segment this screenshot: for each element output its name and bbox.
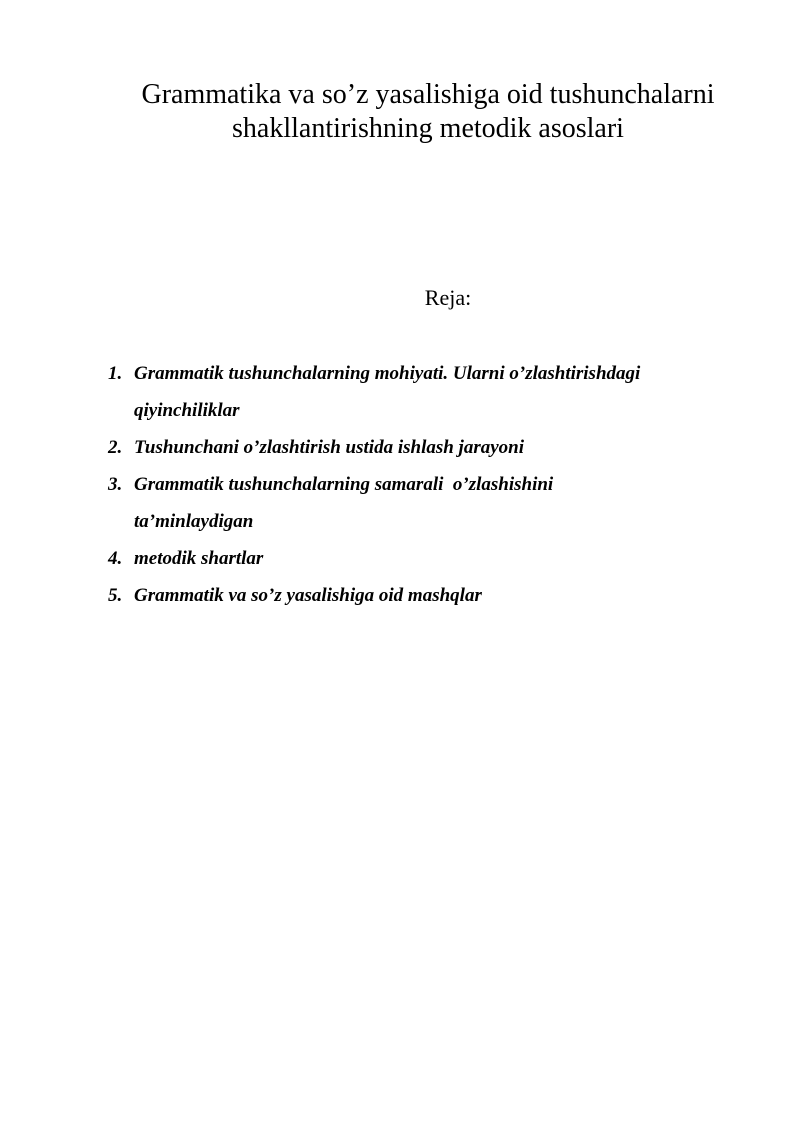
plan-item-4: [108, 540, 728, 577]
plan-item-number: 4.: [108, 548, 123, 569]
plan-item-text: [134, 355, 728, 429]
plan-item-number: 2.: [108, 437, 123, 458]
plan-list: [108, 355, 728, 614]
plan-item-text-line: ta’minlaydigan: [134, 511, 254, 532]
plan-item-3: [108, 466, 728, 540]
plan-item-text: Grammatik va so’z yasalishiga oid mashqlar: [134, 585, 482, 606]
plan-heading: Reja:: [424, 285, 472, 310]
plan-item-text: [134, 466, 728, 540]
plan-item-number: 3.: [108, 474, 123, 495]
plan-item-text: metodik shartlar: [134, 548, 264, 569]
plan-item-number: 1.: [108, 363, 123, 384]
plan-item-1: [108, 355, 728, 429]
plan-item-text-line: qiyinchiliklar: [134, 400, 240, 421]
plan-item-5: [108, 577, 728, 614]
document-title: [100, 78, 756, 146]
plan-item-2: [108, 429, 728, 466]
document-title-line-1: Grammatika va so’z yasalishiga oid tushunchalarni: [141, 79, 715, 110]
document-title-line-2: shakllantirishning metodik asoslari: [232, 113, 624, 144]
plan-item-text: Tushunchani o’zlashtirish ustida ishlash jarayoni: [134, 437, 525, 458]
plan-item-number: 5.: [108, 585, 123, 606]
plan-item-text-line: Grammatik tushunchalarning mohiyati. Ularni o’zlashtirishdagi: [134, 363, 641, 384]
plan-item-text-line: Grammatik tushunchalarning samarali o’zlashishini: [134, 474, 554, 495]
